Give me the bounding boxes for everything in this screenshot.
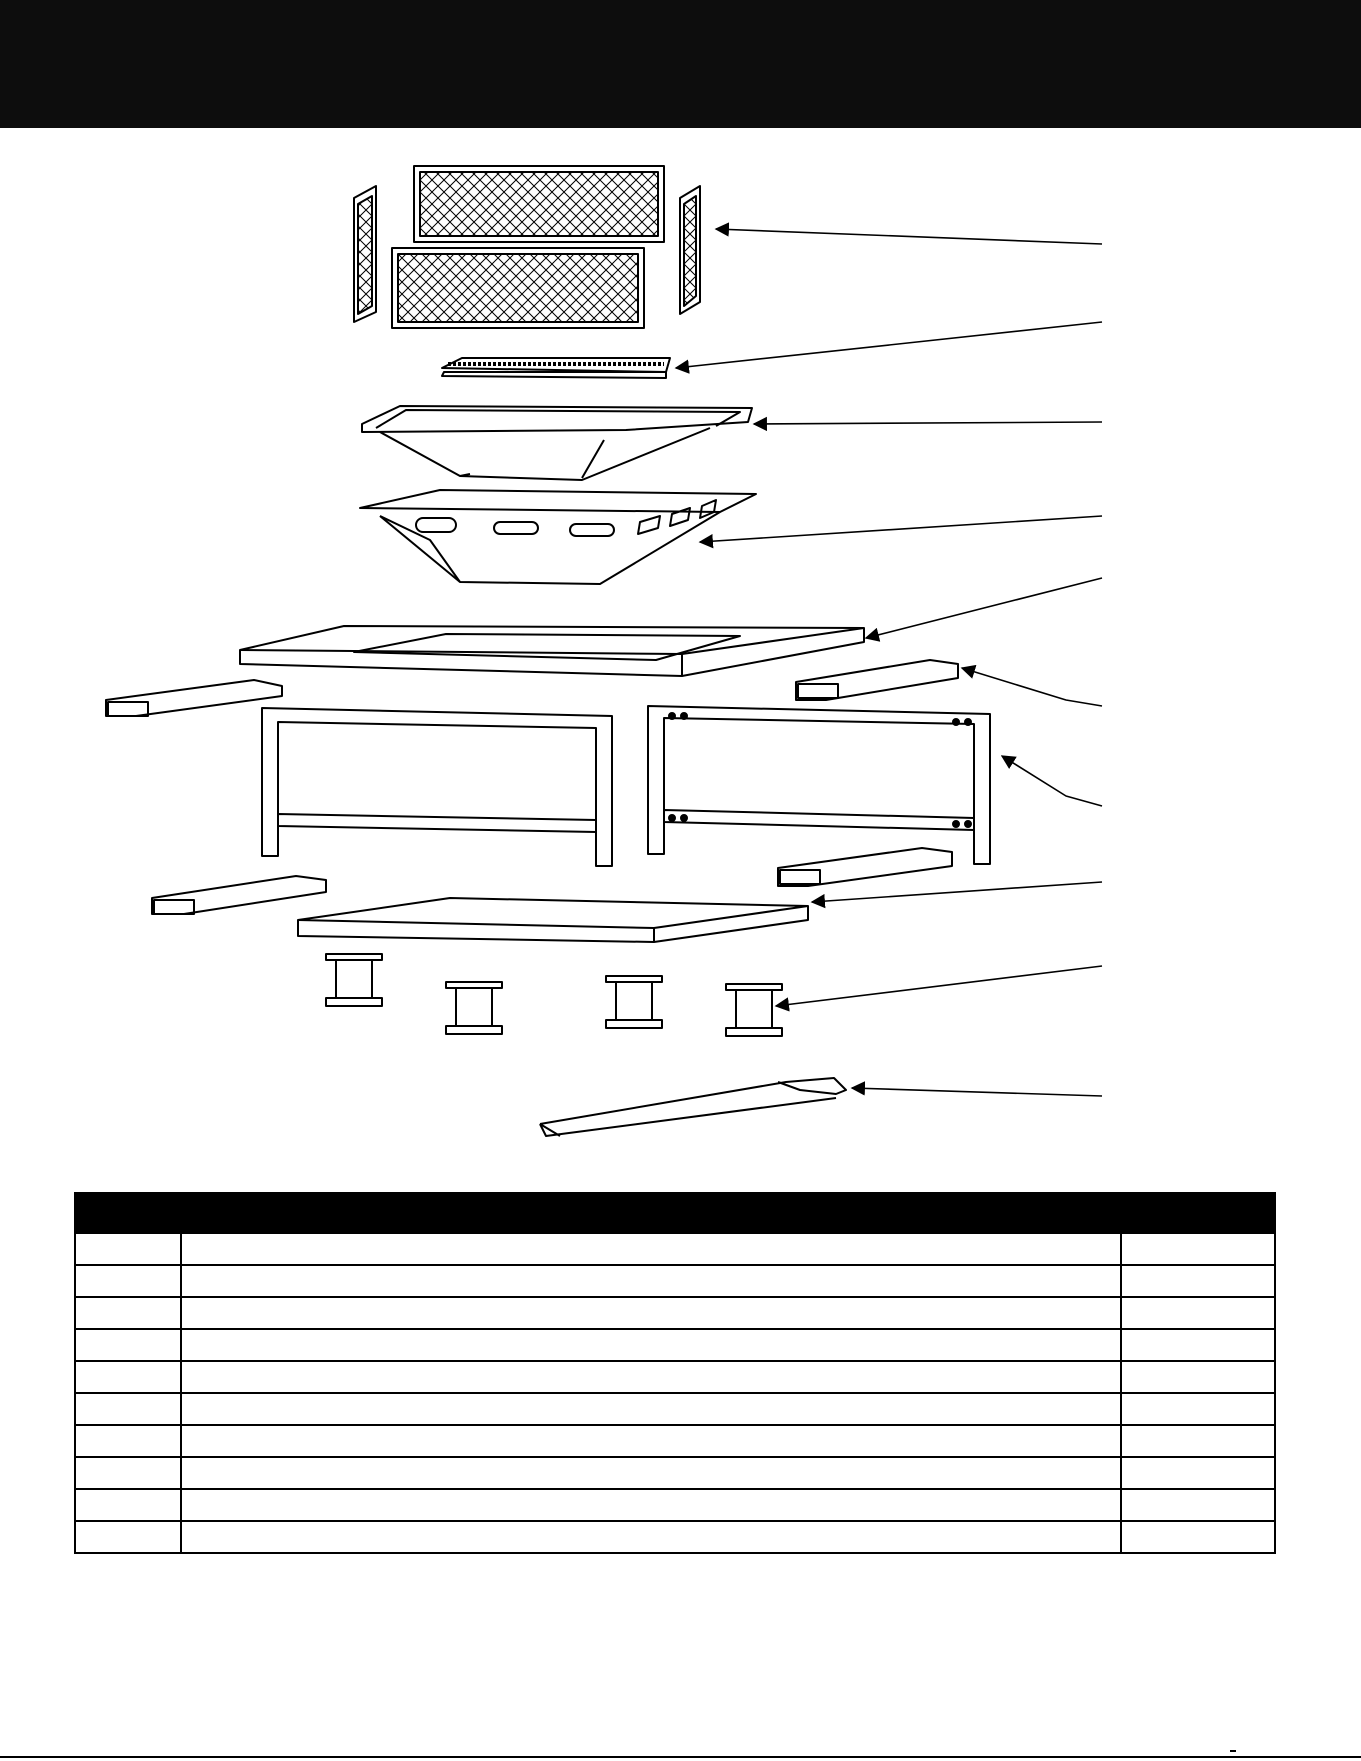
cell-qty — [1121, 1233, 1275, 1265]
table-row — [75, 1297, 1275, 1329]
header-qty — [1121, 1193, 1275, 1233]
header-part-no — [75, 1193, 181, 1233]
table-row — [75, 1457, 1275, 1489]
exploded-parts-diagram — [0, 128, 1361, 1188]
grate-icon — [442, 358, 670, 378]
cell-qty — [1121, 1297, 1275, 1329]
cell-qty — [1121, 1425, 1275, 1457]
cell-qty — [1121, 1393, 1275, 1425]
table-row — [75, 1265, 1275, 1297]
cell-part-no — [75, 1265, 181, 1297]
cell-part-no — [75, 1425, 181, 1457]
cell-description — [181, 1265, 1121, 1297]
cell-qty — [1121, 1265, 1275, 1297]
cell-qty — [1121, 1329, 1275, 1361]
bowl-icon — [362, 406, 752, 480]
cell-qty — [1121, 1489, 1275, 1521]
table-row — [75, 1521, 1275, 1553]
parts-table — [74, 1192, 1276, 1554]
table-row — [75, 1361, 1275, 1393]
footer-mark — [1230, 1750, 1236, 1752]
leg-frame-icon — [262, 706, 990, 866]
parts-table-header — [75, 1193, 1275, 1233]
poker-icon — [540, 1078, 846, 1136]
table-row — [75, 1425, 1275, 1457]
cell-part-no — [75, 1521, 181, 1553]
table-row — [75, 1329, 1275, 1361]
cell-part-no — [75, 1297, 181, 1329]
foot-icon — [326, 954, 782, 1036]
cell-description — [181, 1297, 1121, 1329]
shelf-icon — [298, 898, 808, 942]
cell-description — [181, 1393, 1121, 1425]
cell-qty — [1121, 1457, 1275, 1489]
cell-part-no — [75, 1233, 181, 1265]
cell-part-no — [75, 1361, 181, 1393]
mesh-screen-panels-icon — [354, 166, 700, 328]
leader-lines — [676, 229, 1102, 1096]
cell-qty — [1121, 1521, 1275, 1553]
table-row — [75, 1489, 1275, 1521]
cell-description — [181, 1521, 1121, 1553]
table-row — [75, 1393, 1275, 1425]
table-row — [75, 1233, 1275, 1265]
table-top-icon — [240, 626, 864, 676]
cell-description — [181, 1489, 1121, 1521]
cell-description — [181, 1457, 1121, 1489]
cell-part-no — [75, 1393, 181, 1425]
cell-part-no — [75, 1489, 181, 1521]
cell-qty — [1121, 1361, 1275, 1393]
bowl-support-icon — [360, 490, 756, 584]
cell-description — [181, 1425, 1121, 1457]
footer-rule — [0, 1756, 1361, 1758]
cell-description — [181, 1361, 1121, 1393]
cell-description — [181, 1233, 1121, 1265]
header-band — [0, 0, 1361, 128]
support-bar-icon — [106, 660, 958, 914]
cell-part-no — [75, 1329, 181, 1361]
cell-part-no — [75, 1457, 181, 1489]
cell-description — [181, 1329, 1121, 1361]
header-description — [181, 1193, 1121, 1233]
